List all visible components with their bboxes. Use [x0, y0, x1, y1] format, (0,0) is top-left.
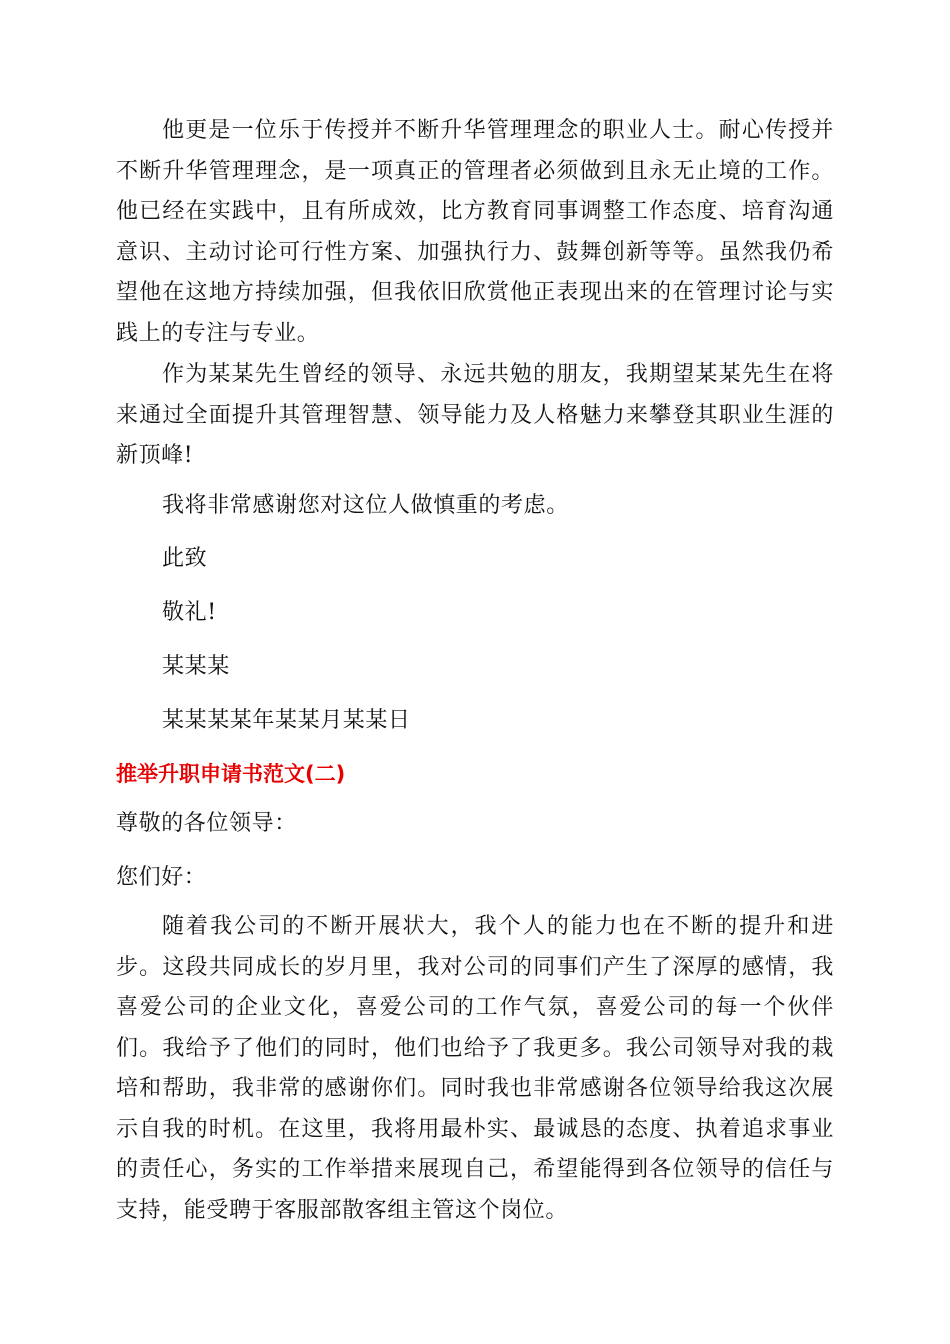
closing-respectfully: 此致	[162, 546, 208, 571]
signature-date: 某某某某年某某月某某日	[162, 708, 411, 733]
closing-salute: 敬礼!	[162, 600, 217, 625]
paragraph-management-philosophy: 他更是一位乐于传授并不断升华管理理念的职业人士。耐心传授并不断升华管理理念，是一项真正的管理者必须做到且永无止境的工作。他已经在实践中，且有所成效，比方教育同事调整工作态度、培育沟通意识、主动讨论可行性方案、加强执行力、鼓舞创新等等。虽然我仍希望他在这地方持续加强，但我依旧欣赏他正表现出来的在管理讨论与实践上的专注与专业。	[116, 118, 834, 346]
paragraph-expectation: 作为某某先生曾经的领导、永远共勉的朋友，我期望某某先生在将来通过全面提升其管理智慧、领导能力及人格魅力来攀登其职业生涯的新顶峰!	[116, 362, 834, 468]
section-heading: 推举升职申请书范文(二)	[116, 762, 346, 786]
salutation: 尊敬的各位领导：	[116, 811, 297, 836]
paragraph-thanks: 我将非常感谢您对这位人做慎重的考虑。	[162, 493, 569, 518]
greeting: 您们好：	[116, 865, 207, 890]
signature-name: 某某某	[162, 654, 230, 679]
paragraph-application: 随着我公司的不断开展状大，我个人的能力也在不断的提升和进步。这段共同成长的岁月里，我对公司的同事们产生了深厚的感情，我喜爱公司的企业文化，喜爱公司的工作气氛，喜爱公司的每一个伙伴们。我给予了他们的同时，他们也给予了我更多。我公司领导对我的栽培和帮助，我非常的感谢你们。同时我也非常感谢各位领导给我这次展示自我的时机。在这里，我将用最朴实、最诚恳的态度、执着追求事业的责任心，务实的工作举措来展现自己，希望能得到各位领导的信任与支持，能受聘于客服部散客组主管这个岗位。	[116, 914, 834, 1223]
